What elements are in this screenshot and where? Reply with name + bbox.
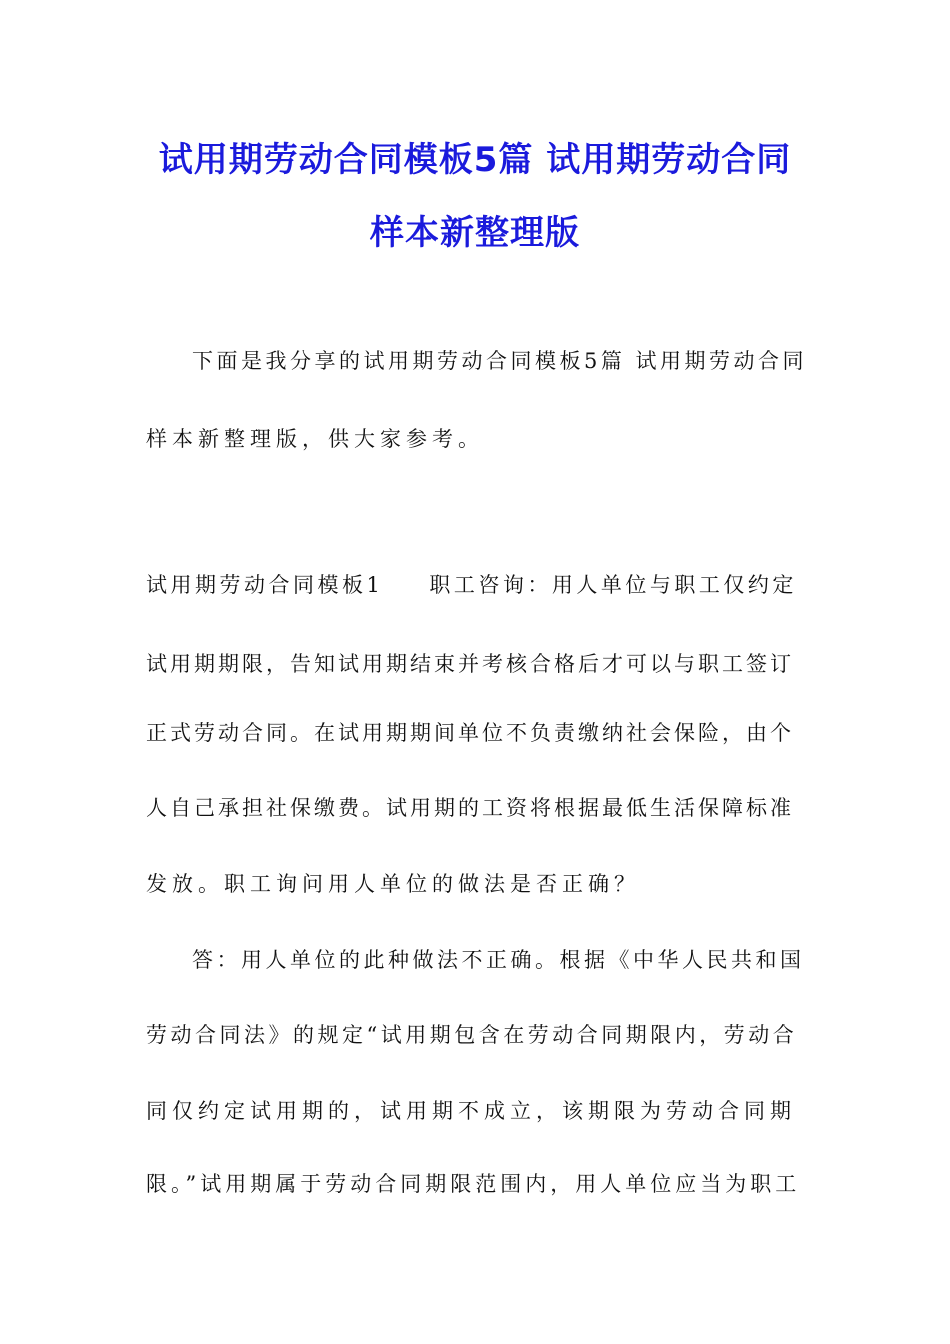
answer-line-4: 限。”试用期属于劳动合同期限范围内，用人单位应当为职工: [146, 1172, 801, 1196]
intro-line-2: 样本新整理版，供大家参考。: [146, 427, 484, 451]
answer-line-1: 答：用人单位的此种做法不正确。根据《中华人民共和国: [192, 948, 805, 972]
question-line-5: 发放。职工询问用人单位的做法是否正确？: [146, 872, 640, 896]
document-title-line-2: 样本新整理版: [370, 213, 580, 253]
question-line-4: 人自己承担社保缴费。试用期的工资将根据最低生活保障标准: [146, 796, 794, 820]
question-line-3: 正式劳动合同。在试用期期间单位不负责缴纳社会保险，由个: [146, 721, 794, 745]
section-1-heading: 试用期劳动合同模板1: [146, 573, 384, 597]
section-1-first-line: [146, 569, 806, 599]
answer-line-2: 劳动合同法》的规定“试用期包含在劳动合同期限内，劳动合: [146, 1023, 798, 1047]
question-line-2: 试用期期限，告知试用期结束并考核合格后才可以与职工签订: [146, 652, 794, 676]
answer-line-3: 同仅约定试用期的，试用期不成立，该期限为劳动合同期: [146, 1099, 796, 1123]
intro-line-1: 下面是我分享的试用期劳动合同模板5篇 试用期劳动合同: [192, 349, 808, 373]
question-line-1: 职工咨询：用人单位与职工仅约定: [429, 573, 797, 597]
document-title-line-1: 试用期劳动合同模板5篇 试用期劳动合同: [158, 140, 792, 180]
